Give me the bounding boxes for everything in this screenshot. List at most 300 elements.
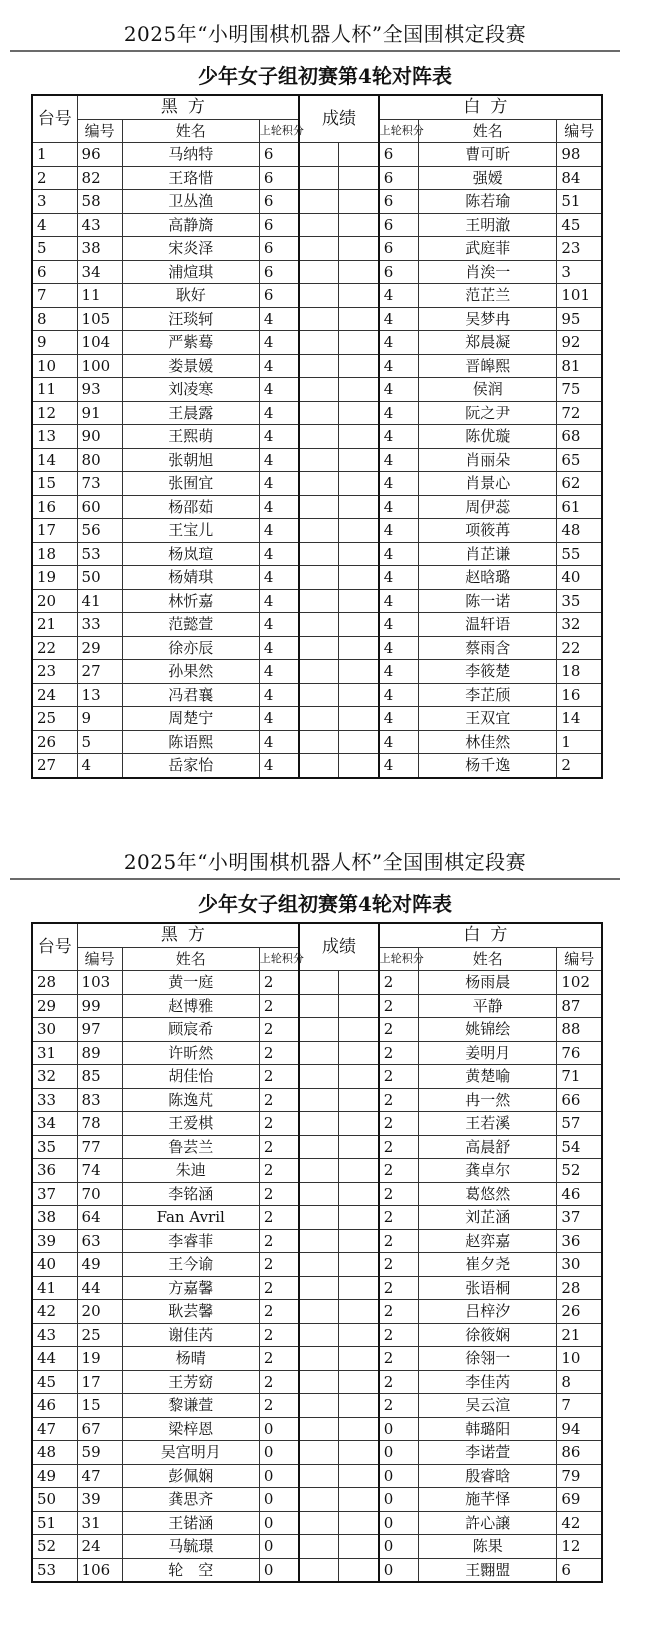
white-number: 45 (557, 213, 602, 237)
black-prev-score: 4 (259, 707, 299, 731)
table-number: 7 (32, 284, 77, 308)
black-prev-score: 4 (259, 472, 299, 496)
white-result (339, 1088, 379, 1112)
pairing-rows-1 (32, 143, 602, 778)
white-result (339, 971, 379, 995)
white-prev-score: 4 (379, 589, 419, 613)
white-number: 87 (557, 994, 602, 1018)
white-prev-score: 2 (379, 971, 419, 995)
white-name: 王明澈 (419, 213, 557, 237)
white-name: 殷睿晗 (419, 1464, 557, 1488)
white-name: 吕梓汐 (419, 1300, 557, 1324)
black-name: 周楚宁 (122, 707, 259, 731)
black-number: 105 (77, 307, 122, 331)
white-number: 14 (557, 707, 602, 731)
white-result (339, 683, 379, 707)
black-result (299, 495, 339, 519)
table-row (32, 707, 602, 731)
white-name: 陈优璇 (419, 425, 557, 449)
white-number: 42 (557, 1511, 602, 1535)
black-prev-score: 2 (259, 1206, 299, 1230)
black-prev-score: 4 (259, 331, 299, 355)
black-number: 13 (77, 683, 122, 707)
table-number: 13 (32, 425, 77, 449)
black-name: 王珞惜 (122, 166, 259, 190)
black-result (299, 143, 339, 167)
black-name: 朱迪 (122, 1159, 259, 1183)
white-name: 李芷颀 (419, 683, 557, 707)
pairing-table-1 (31, 94, 603, 779)
white-result (339, 354, 379, 378)
pairing-table-2 (31, 922, 603, 1583)
white-number: 95 (557, 307, 602, 331)
table-row (32, 542, 602, 566)
black-result (299, 1488, 339, 1512)
header-white-number: 编号 (557, 947, 602, 971)
white-name: 赵晗璐 (419, 566, 557, 590)
black-number: 106 (77, 1558, 122, 1582)
table-number: 21 (32, 613, 77, 637)
white-number: 28 (557, 1276, 602, 1300)
table-row (32, 1135, 602, 1159)
black-number: 99 (77, 994, 122, 1018)
white-prev-score: 0 (379, 1441, 419, 1465)
black-prev-score: 6 (259, 237, 299, 261)
white-result (339, 1159, 379, 1183)
black-number: 73 (77, 472, 122, 496)
black-number: 58 (77, 190, 122, 214)
table-number: 49 (32, 1464, 77, 1488)
white-number: 84 (557, 166, 602, 190)
table-row (32, 1229, 602, 1253)
white-name: 姜明月 (419, 1041, 557, 1065)
table-row (32, 331, 602, 355)
table-title: 少年女子组初赛第4轮对阵表 (198, 892, 452, 916)
black-result (299, 1159, 339, 1183)
black-name: 范懿萱 (122, 613, 259, 637)
white-prev-score: 2 (379, 1182, 419, 1206)
black-number: 9 (77, 707, 122, 731)
black-number: 39 (77, 1488, 122, 1512)
white-prev-score: 2 (379, 1088, 419, 1112)
black-prev-score: 2 (259, 1112, 299, 1136)
white-result (339, 1511, 379, 1535)
table-row (32, 495, 602, 519)
black-name: 顾宸希 (122, 1018, 259, 1042)
header-white-name: 姓名 (419, 119, 557, 143)
black-number: 4 (77, 754, 122, 778)
white-result (339, 1300, 379, 1324)
white-prev-score: 6 (379, 237, 419, 261)
white-number: 30 (557, 1253, 602, 1277)
black-name: 谢佳芮 (122, 1323, 259, 1347)
table-row (32, 1088, 602, 1112)
black-name: 王芳窈 (122, 1370, 259, 1394)
white-name: 杨千逸 (419, 754, 557, 778)
white-prev-score: 2 (379, 1041, 419, 1065)
black-prev-score: 2 (259, 1182, 299, 1206)
table-number: 45 (32, 1370, 77, 1394)
table-row (32, 613, 602, 637)
white-name: 强嫒 (419, 166, 557, 190)
white-number: 32 (557, 613, 602, 637)
black-prev-score: 4 (259, 425, 299, 449)
white-result (339, 1347, 379, 1371)
white-result (339, 613, 379, 637)
white-number: 101 (557, 284, 602, 308)
white-prev-score: 6 (379, 143, 419, 167)
black-name: 岳家怡 (122, 754, 259, 778)
black-prev-score: 2 (259, 1088, 299, 1112)
white-result (339, 495, 379, 519)
white-result (339, 472, 379, 496)
white-prev-score: 4 (379, 683, 419, 707)
table-row (32, 1112, 602, 1136)
white-name: 徐翎一 (419, 1347, 557, 1371)
table-row (32, 1159, 602, 1183)
white-result (339, 1135, 379, 1159)
black-number: 38 (77, 237, 122, 261)
black-prev-score: 0 (259, 1488, 299, 1512)
white-result (339, 425, 379, 449)
white-result (339, 378, 379, 402)
table-row (32, 1041, 602, 1065)
white-result (339, 1018, 379, 1042)
white-prev-score: 2 (379, 1253, 419, 1277)
black-number: 49 (77, 1253, 122, 1277)
white-name: 张语桐 (419, 1276, 557, 1300)
table-number: 28 (32, 971, 77, 995)
black-prev-score: 6 (259, 260, 299, 284)
table-number: 25 (32, 707, 77, 731)
black-name: 娄景媛 (122, 354, 259, 378)
black-number: 50 (77, 566, 122, 590)
black-result (299, 284, 339, 308)
white-number: 36 (557, 1229, 602, 1253)
white-prev-score: 6 (379, 213, 419, 237)
black-result (299, 307, 339, 331)
white-number: 65 (557, 448, 602, 472)
black-result (299, 1511, 339, 1535)
table-number: 48 (32, 1441, 77, 1465)
white-name: 徐筱娴 (419, 1323, 557, 1347)
white-number: 46 (557, 1182, 602, 1206)
white-number: 102 (557, 971, 602, 995)
white-result (339, 1206, 379, 1230)
header-table-number: 台号 (32, 95, 77, 143)
white-result (339, 237, 379, 261)
black-number: 44 (77, 1276, 122, 1300)
white-result (339, 519, 379, 543)
white-result (339, 166, 379, 190)
white-number: 54 (557, 1135, 602, 1159)
black-prev-score: 4 (259, 613, 299, 637)
black-prev-score: 2 (259, 1041, 299, 1065)
white-name: 陈若瑜 (419, 190, 557, 214)
white-name: 肖涘一 (419, 260, 557, 284)
black-result (299, 730, 339, 754)
black-number: 64 (77, 1206, 122, 1230)
white-prev-score: 2 (379, 1347, 419, 1371)
black-result (299, 1112, 339, 1136)
black-prev-score: 2 (259, 1253, 299, 1277)
white-result (339, 1253, 379, 1277)
black-result (299, 1229, 339, 1253)
white-number: 6 (557, 1558, 602, 1582)
black-result (299, 378, 339, 402)
table-number: 12 (32, 401, 77, 425)
header-black: 黑方 (77, 923, 299, 947)
white-result (339, 331, 379, 355)
black-prev-score: 2 (259, 1323, 299, 1347)
white-result (339, 542, 379, 566)
header-score: 成绩 (299, 95, 379, 143)
white-prev-score: 4 (379, 307, 419, 331)
white-result (339, 1535, 379, 1559)
header-black: 黑方 (77, 95, 299, 119)
table-row (32, 1300, 602, 1324)
white-prev-score: 4 (379, 613, 419, 637)
table-number: 4 (32, 213, 77, 237)
white-result (339, 1041, 379, 1065)
table-row (32, 1464, 602, 1488)
black-name: 王熙萌 (122, 425, 259, 449)
table-number: 16 (32, 495, 77, 519)
table-number: 50 (32, 1488, 77, 1512)
black-result (299, 1041, 339, 1065)
white-name: 吴云渲 (419, 1394, 557, 1418)
black-name: 方嘉馨 (122, 1276, 259, 1300)
black-result (299, 542, 339, 566)
table-title: 少年女子组初赛第4轮对阵表 (198, 64, 452, 88)
table-row (32, 1018, 602, 1042)
black-number: 90 (77, 425, 122, 449)
white-result (339, 636, 379, 660)
black-name: 杨邵茹 (122, 495, 259, 519)
black-prev-score: 4 (259, 307, 299, 331)
white-prev-score: 4 (379, 495, 419, 519)
white-name: 范芷兰 (419, 284, 557, 308)
header-black-number: 编号 (77, 119, 122, 143)
white-number: 72 (557, 401, 602, 425)
white-name: 李诺萱 (419, 1441, 557, 1465)
white-number: 35 (557, 589, 602, 613)
black-number: 78 (77, 1112, 122, 1136)
black-result (299, 589, 339, 613)
black-number: 33 (77, 613, 122, 637)
black-prev-score: 2 (259, 1135, 299, 1159)
black-prev-score: 0 (259, 1417, 299, 1441)
white-name: 姚锦绘 (419, 1018, 557, 1042)
white-prev-score: 0 (379, 1417, 419, 1441)
black-name: 杨岚瑄 (122, 542, 259, 566)
table-row (32, 1558, 602, 1582)
black-number: 63 (77, 1229, 122, 1253)
header-black-number: 编号 (77, 947, 122, 971)
table-row (32, 519, 602, 543)
white-number: 51 (557, 190, 602, 214)
white-prev-score: 2 (379, 1276, 419, 1300)
white-number: 81 (557, 354, 602, 378)
white-name: 葛悠然 (419, 1182, 557, 1206)
table-number: 26 (32, 730, 77, 754)
white-prev-score: 6 (379, 260, 419, 284)
black-result (299, 472, 339, 496)
white-prev-score: 6 (379, 190, 419, 214)
black-name: 卫丛渔 (122, 190, 259, 214)
table-number: 38 (32, 1206, 77, 1230)
table-number: 18 (32, 542, 77, 566)
black-name: 李睿菲 (122, 1229, 259, 1253)
white-name: 武庭菲 (419, 237, 557, 261)
black-number: 59 (77, 1441, 122, 1465)
table-number: 9 (32, 331, 77, 355)
white-result (339, 1065, 379, 1089)
table-row (32, 401, 602, 425)
black-result (299, 237, 339, 261)
black-number: 11 (77, 284, 122, 308)
black-name: 杨婧琪 (122, 566, 259, 590)
white-name: 刘芷涵 (419, 1206, 557, 1230)
black-result (299, 448, 339, 472)
black-number: 27 (77, 660, 122, 684)
black-prev-score: 2 (259, 1300, 299, 1324)
table-row (32, 213, 602, 237)
white-prev-score: 0 (379, 1488, 419, 1512)
white-name: 周伊蕊 (419, 495, 557, 519)
black-result (299, 707, 339, 731)
header-white: 白方 (379, 923, 602, 947)
white-prev-score: 4 (379, 636, 419, 660)
black-number: 60 (77, 495, 122, 519)
white-prev-score: 4 (379, 401, 419, 425)
table-row (32, 754, 602, 778)
table-number: 31 (32, 1041, 77, 1065)
white-prev-score: 0 (379, 1464, 419, 1488)
table-number: 5 (32, 237, 77, 261)
black-prev-score: 0 (259, 1535, 299, 1559)
black-name: 彭佩娴 (122, 1464, 259, 1488)
black-prev-score: 4 (259, 542, 299, 566)
table-number: 24 (32, 683, 77, 707)
white-number: 12 (557, 1535, 602, 1559)
white-number: 48 (557, 519, 602, 543)
black-result (299, 190, 339, 214)
white-prev-score: 4 (379, 519, 419, 543)
white-name: 陈一诺 (419, 589, 557, 613)
black-name: 黎谦萱 (122, 1394, 259, 1418)
table-number: 47 (32, 1417, 77, 1441)
pairing-rows-2 (32, 971, 602, 1583)
table-row (32, 260, 602, 284)
white-prev-score: 2 (379, 1206, 419, 1230)
black-name: 赵博雅 (122, 994, 259, 1018)
table-row (32, 1276, 602, 1300)
title-divider (10, 878, 620, 880)
black-number: 83 (77, 1088, 122, 1112)
table-row (32, 354, 602, 378)
black-number: 25 (77, 1323, 122, 1347)
white-number: 1 (557, 730, 602, 754)
black-name: 轮 空 (122, 1558, 259, 1582)
document-title: 2025年“小明围棋机器人杯”全国围棋定段赛 (123, 850, 527, 874)
white-result (339, 566, 379, 590)
header-score: 成绩 (299, 923, 379, 971)
black-prev-score: 6 (259, 166, 299, 190)
white-result (339, 1558, 379, 1582)
white-result (339, 1488, 379, 1512)
black-number: 41 (77, 589, 122, 613)
white-number: 88 (557, 1018, 602, 1042)
header-table-number: 台号 (32, 923, 77, 971)
black-number: 103 (77, 971, 122, 995)
white-prev-score: 4 (379, 425, 419, 449)
black-prev-score: 4 (259, 519, 299, 543)
black-number: 100 (77, 354, 122, 378)
black-prev-score: 4 (259, 754, 299, 778)
black-number: 104 (77, 331, 122, 355)
header-black-prev-score: 上轮积分 (259, 119, 299, 143)
white-prev-score: 4 (379, 707, 419, 731)
black-result (299, 994, 339, 1018)
table-number: 39 (32, 1229, 77, 1253)
black-prev-score: 4 (259, 378, 299, 402)
black-result (299, 1347, 339, 1371)
table-number: 42 (32, 1300, 77, 1324)
table-number: 37 (32, 1182, 77, 1206)
white-name: 杨雨晨 (419, 971, 557, 995)
white-name: 高晨舒 (419, 1135, 557, 1159)
black-number: 56 (77, 519, 122, 543)
white-number: 10 (557, 1347, 602, 1371)
black-prev-score: 6 (259, 213, 299, 237)
black-name: 宋炎泽 (122, 237, 259, 261)
white-result (339, 307, 379, 331)
white-name: 肖丽朵 (419, 448, 557, 472)
header-black-prev-score: 上轮积分 (259, 947, 299, 971)
white-result (339, 730, 379, 754)
white-number: 62 (557, 472, 602, 496)
table-row (32, 589, 602, 613)
black-name: 张囿宜 (122, 472, 259, 496)
white-number: 26 (557, 1300, 602, 1324)
white-prev-score: 2 (379, 1112, 419, 1136)
black-name: 王宝儿 (122, 519, 259, 543)
white-number: 2 (557, 754, 602, 778)
table-row (32, 1370, 602, 1394)
white-number: 66 (557, 1088, 602, 1112)
white-number: 75 (557, 378, 602, 402)
white-name: 侯润 (419, 378, 557, 402)
black-name: Fan Avril (122, 1206, 259, 1230)
black-result (299, 660, 339, 684)
white-result (339, 589, 379, 613)
black-result (299, 1065, 339, 1089)
header-white-number: 编号 (557, 119, 602, 143)
table-row (32, 1417, 602, 1441)
black-result (299, 425, 339, 449)
white-name: 黄楚喻 (419, 1065, 557, 1089)
black-number: 31 (77, 1511, 122, 1535)
black-prev-score: 4 (259, 683, 299, 707)
black-name: 高静旖 (122, 213, 259, 237)
black-result (299, 1441, 339, 1465)
white-name: 温轩语 (419, 613, 557, 637)
black-prev-score: 4 (259, 495, 299, 519)
white-name: 项筱苒 (419, 519, 557, 543)
black-result (299, 213, 339, 237)
header-white-prev-score: 上轮积分 (379, 119, 419, 143)
